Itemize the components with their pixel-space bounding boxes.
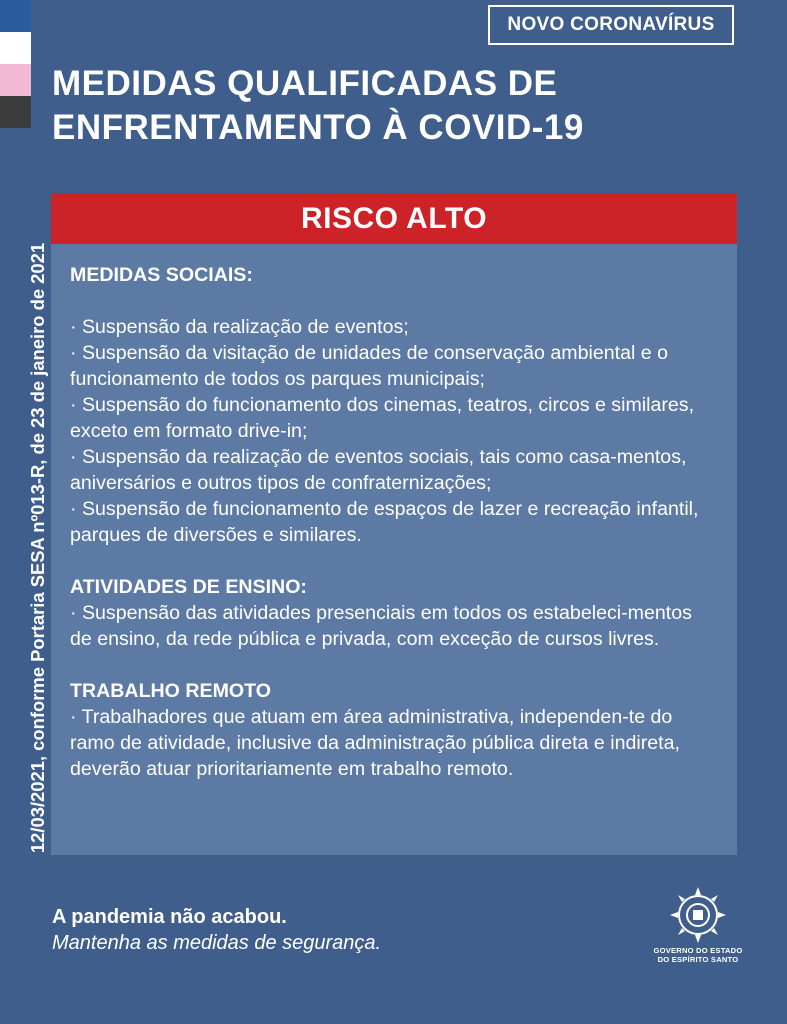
title-line-2: ENFRENTAMENTO À COVID-19 [52,108,584,147]
title-line-1: MEDIDAS QUALIFICADAS DE [52,64,558,103]
measures-card [51,193,737,855]
state-flag-stripes [0,0,31,128]
social-measure-item: · Suspensão da realização de eventos sociais, tais como casa-mentos, aniversários e outros tipos de confraternizações; [70,446,687,494]
section-title-remote-work: TRABALHO REMOTO [70,680,272,702]
page-title [52,62,584,150]
social-measure-item: · Suspensão da visitação de unidades de conservação ambiental e o funcionamento de todos os parques municipais; [70,342,669,390]
footer-headline: A pandemia não acabou. [52,906,287,928]
social-measure-item: · Suspensão da realização de eventos; [70,316,409,338]
social-measure-item: · Suspensão de funcionamento de espaços de lazer e recreação infantil, parques de diversões e similares. [70,498,699,546]
portaria-side-note: 12/03/2021, conforme Portaria SESA nº013-R, de 23 de janeiro de 2021 [27,242,48,854]
footer-subline: Mantenha as medidas de segurança. [52,932,382,954]
government-logo [648,884,748,964]
remote-work-measure-item: · Trabalhadores que atuam em área administrativa, independen-te do ramo de atividade, inclusive da administração pública direta e indireta, deverão atuar prioritariamente em trabalho remoto. [70,706,680,780]
measures-body [51,244,737,782]
risk-level-banner: RISCO ALTO [51,193,737,244]
logo-text-line-2: DO ESPÍRITO SANTO [657,955,739,964]
section-title-education: ATIVIDADES DE ENSINO: [70,576,307,598]
state-coat-of-arms-icon [667,884,729,946]
flag-stripe-white [0,32,31,64]
flag-stripe-blue [0,0,31,32]
novo-coronavirus-badge: NOVO CORONAVÍRUS [488,5,734,45]
section-title-social: MEDIDAS SOCIAIS: [70,264,253,286]
flag-stripe-dark [0,96,31,128]
logo-text-line-1: GOVERNO DO ESTADO [653,946,743,955]
flag-stripe-pink [0,64,31,96]
social-measure-item: · Suspensão do funcionamento dos cinemas, teatros, circos e similares, exceto em formato drive-in; [70,394,695,442]
education-measure-item: · Suspensão das atividades presenciais em todos os estabeleci-mentos de ensino, da rede pública e privada, com exceção de cursos livres. [70,602,692,650]
